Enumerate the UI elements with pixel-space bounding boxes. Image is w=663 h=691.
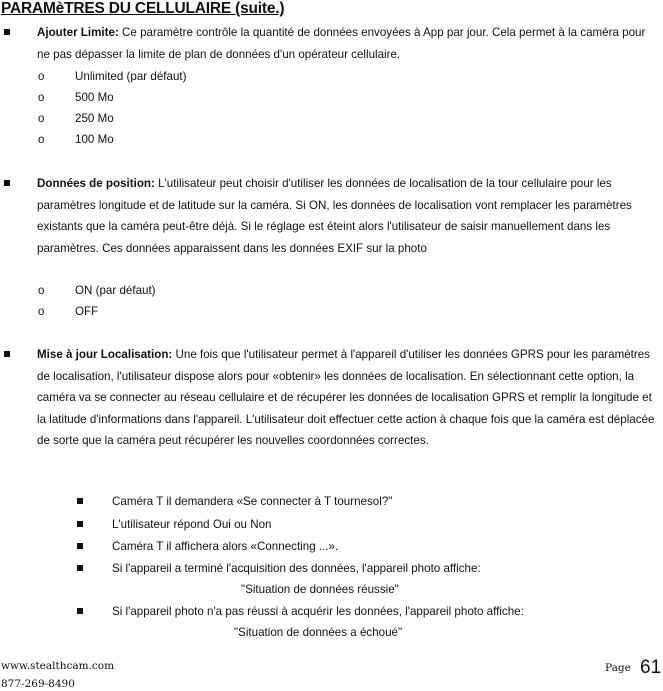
bullet-icon: [77, 608, 83, 614]
option-item: ON (par défaut): [75, 284, 156, 297]
step-item: L'utilisateur répond Oui ou Non: [112, 518, 272, 531]
step-item: Si l'appareil a terminé l'acquisition des données, l'appareil photo affiche:: [112, 562, 481, 575]
section-heading: Mise à jour Localisation:: [37, 348, 173, 361]
page-title: PARAMèTRES DU CELLULAIRE (suite.): [1, 0, 285, 17]
circle-bullet-icon: o: [38, 71, 45, 83]
step-item: Caméra T il affichera alors «Connecting ...».: [112, 540, 339, 553]
bullet-icon: [77, 543, 83, 549]
section-text: Une fois que l'utilisateur permet à l'appareil d'utiliser les données GPRS pour les paramètres de localisation, l'utilisateur dispose alors pour «obtenir» les données de localisation. En sélectionnant cette option, la caméra va se connecter au réseau cellulaire et de récupérer les données de localisation GPRS et remplir la longitude et la latitude d'informations dans l'appareil. L'utilisateur doit effectuer cette action à chaque fois que la caméra est déplacée de sorte que la caméra peut récupérer les nouvelles coordonnées correctes.: [37, 348, 655, 448]
step-item: Caméra T il demandera «Se connecter à T tournesol?": [112, 495, 393, 508]
section-heading: Ajouter Limite:: [37, 26, 119, 39]
option-item: 500 Mo: [75, 91, 114, 104]
circle-bullet-icon: o: [38, 285, 45, 297]
section-mise-a-jour-localisation: [37, 344, 659, 452]
section-donnees-position: [37, 173, 659, 259]
section-text: L'utilisateur peut choisir d'utiliser les données de localisation de la tour cellulaire pour les paramètres longitude et de latitude sur la caméra. Si ON, les données de localisation vont remplacer les paramètres existants que la caméra peut-être déjà. Si le réglage est éteint alors l'utilisateur de saisir manuellement dans les paramètres. Ces données apparaissent dans les données EXIF sur la photo: [37, 177, 632, 255]
section-heading: Données de position:: [37, 177, 155, 190]
circle-bullet-icon: o: [38, 92, 45, 104]
footer-website: www.stealthcam.com: [1, 660, 115, 672]
circle-bullet-icon: o: [38, 113, 45, 125]
success-message: "Situation de données réussie": [241, 583, 399, 596]
section-text: Ce paramètre contrôle la quantité de données envoyées à App par jour. Cela permet à la caméra pour ne pas dépasser la limite de plan de données d'un opérateur cellulaire.: [37, 26, 646, 61]
footer-phone: 877-269-8490: [1, 678, 75, 690]
page-number: 61: [640, 657, 662, 678]
circle-bullet-icon: o: [38, 134, 45, 146]
bullet-icon: [4, 180, 10, 186]
option-item: Unlimited (par défaut): [75, 70, 187, 83]
bullet-icon: [4, 351, 10, 357]
bullet-icon: [77, 498, 83, 504]
circle-bullet-icon: o: [38, 306, 45, 318]
bullet-icon: [4, 29, 10, 35]
option-item: OFF: [75, 305, 99, 318]
page-label: Page: [605, 662, 631, 674]
step-item: Si l'appareil photo n'a pas réussi à acquérir les données, l'appareil photo affiche:: [112, 605, 524, 618]
failure-message: "Situation de données a échoué": [234, 626, 403, 639]
bullet-icon: [77, 521, 83, 527]
section-ajouter-limite: [37, 22, 659, 65]
bullet-icon: [77, 565, 83, 571]
option-item: 100 Mo: [75, 133, 114, 146]
option-item: 250 Mo: [75, 112, 114, 125]
